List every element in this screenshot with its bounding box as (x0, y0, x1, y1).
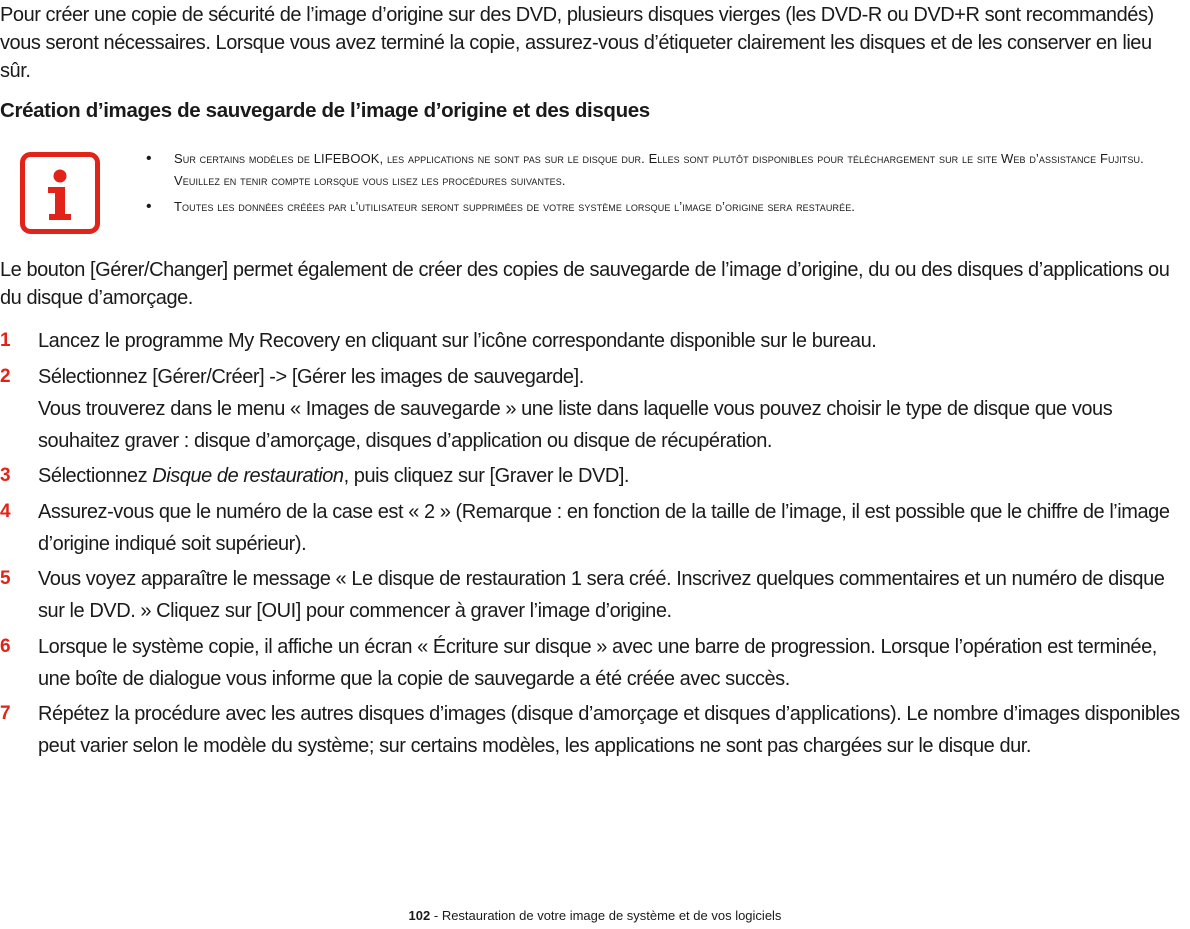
step-text: Lorsque le système copie, il affiche un écran « Écriture sur disque » avec une barre de progression. Lorsque l’opération est terminée, une boîte de dialogue vous informe que la copie de sauvegarde a été créée avec succès. (38, 635, 1157, 690)
footer-separator: - (430, 908, 442, 923)
step-text-suffix: , puis cliquez sur [Graver le DVD]. (343, 465, 630, 487)
step-number: 6 (0, 635, 11, 657)
step-item (0, 631, 1190, 695)
step-subtext: Vous trouverez dans le menu « Images de sauvegarde » une liste dans laquelle vous pouvez choisir le type de disque que vous souhaitez graver : disque d’amorçage, disques d’application ou disque de récupération. (38, 397, 1113, 452)
step-text-prefix: Sélectionnez (38, 465, 153, 487)
step-item (0, 698, 1190, 762)
step-item (0, 325, 1190, 357)
note-text: Toutes les données créées par l’utilisateur seront supprimées de votre système lorsque l’image d’origine sera restaurée. (174, 199, 856, 214)
note-item (146, 196, 1186, 218)
bullet-glyph: • (146, 150, 152, 167)
step-number: 7 (0, 703, 11, 724)
note-item (146, 148, 1186, 192)
step-number: 2 (0, 365, 11, 387)
step-text: Assurez-vous que le numéro de la case est « 2 » (Remarque : en fonction de la taille de l’image, il est possible que le chiffre de l’image d’origine indiqué soit supérieur). (38, 500, 1170, 555)
step-number: 1 (0, 330, 11, 351)
section-heading: Création d’images de sauvegarde de l’image d’origine et des disques (0, 99, 650, 122)
step-item (0, 460, 1190, 492)
body-paragraph: Le bouton [Gérer/Changer] permet également de créer des copies de sauvegarde de l’image d’origine, du ou des disques d’applications ou du disque d’amorçage. (0, 259, 1170, 309)
step-number: 5 (0, 568, 11, 589)
footer-section-title: Restauration de votre image de système et de vos logiciels (441, 908, 782, 923)
step-item (0, 361, 1190, 457)
note-text: Sur certains modèles de LIFEBOOK, les applications ne sont pas sur le disque dur. Elles sont plutôt disponibles pour téléchargement sur le site Web d’assistance Fujitsu. Veuillez en tenir compte lorsque vous lisez les procédures suivantes. (174, 151, 1144, 188)
intro-paragraph: Pour créer une copie de sécurité de l’image d’origine sur des DVD, plusieurs disques vierges (les DVD-R ou DVD+R sont recommandés) vous seront nécessaires. Lorsque vous avez terminé la copie, assurez-vous d’étiqueter clairement les disques et de les conserver en lieu sûr. (0, 4, 1154, 82)
step-number: 3 (0, 465, 11, 486)
page-number: 102 (408, 908, 431, 923)
step-item (0, 496, 1190, 560)
step-text: Sélectionnez [Gérer/Créer] -> [Gérer les images de sauvegarde]. (38, 365, 584, 388)
step-emphasis: Disque de restauration (152, 465, 344, 487)
step-text: Répétez la procédure avec les autres disques d’images (disque d’amorçage et disques d’applications). Le nombre d’images disponibles peut varier selon le modèle du système; sur certains modèles, les applications ne sont pas chargées sur le disque dur. (38, 703, 1180, 757)
step-item (0, 563, 1190, 627)
info-icon (20, 152, 100, 234)
step-list (0, 325, 1190, 766)
bullet-glyph: • (146, 198, 152, 215)
page-footer (0, 906, 1190, 926)
step-text: Lancez le programme My Recovery en cliquant sur l’icône correspondante disponible sur le bureau. (38, 330, 877, 352)
step-number: 4 (0, 500, 11, 522)
step-text: Vous voyez apparaître le message « Le disque de restauration 1 sera créé. Inscrivez quelques commentaires et un numéro de disque sur le DVD. » Cliquez sur [OUI] pour commencer à graver l’image d’origine. (38, 568, 1165, 622)
note-list (146, 148, 1186, 218)
